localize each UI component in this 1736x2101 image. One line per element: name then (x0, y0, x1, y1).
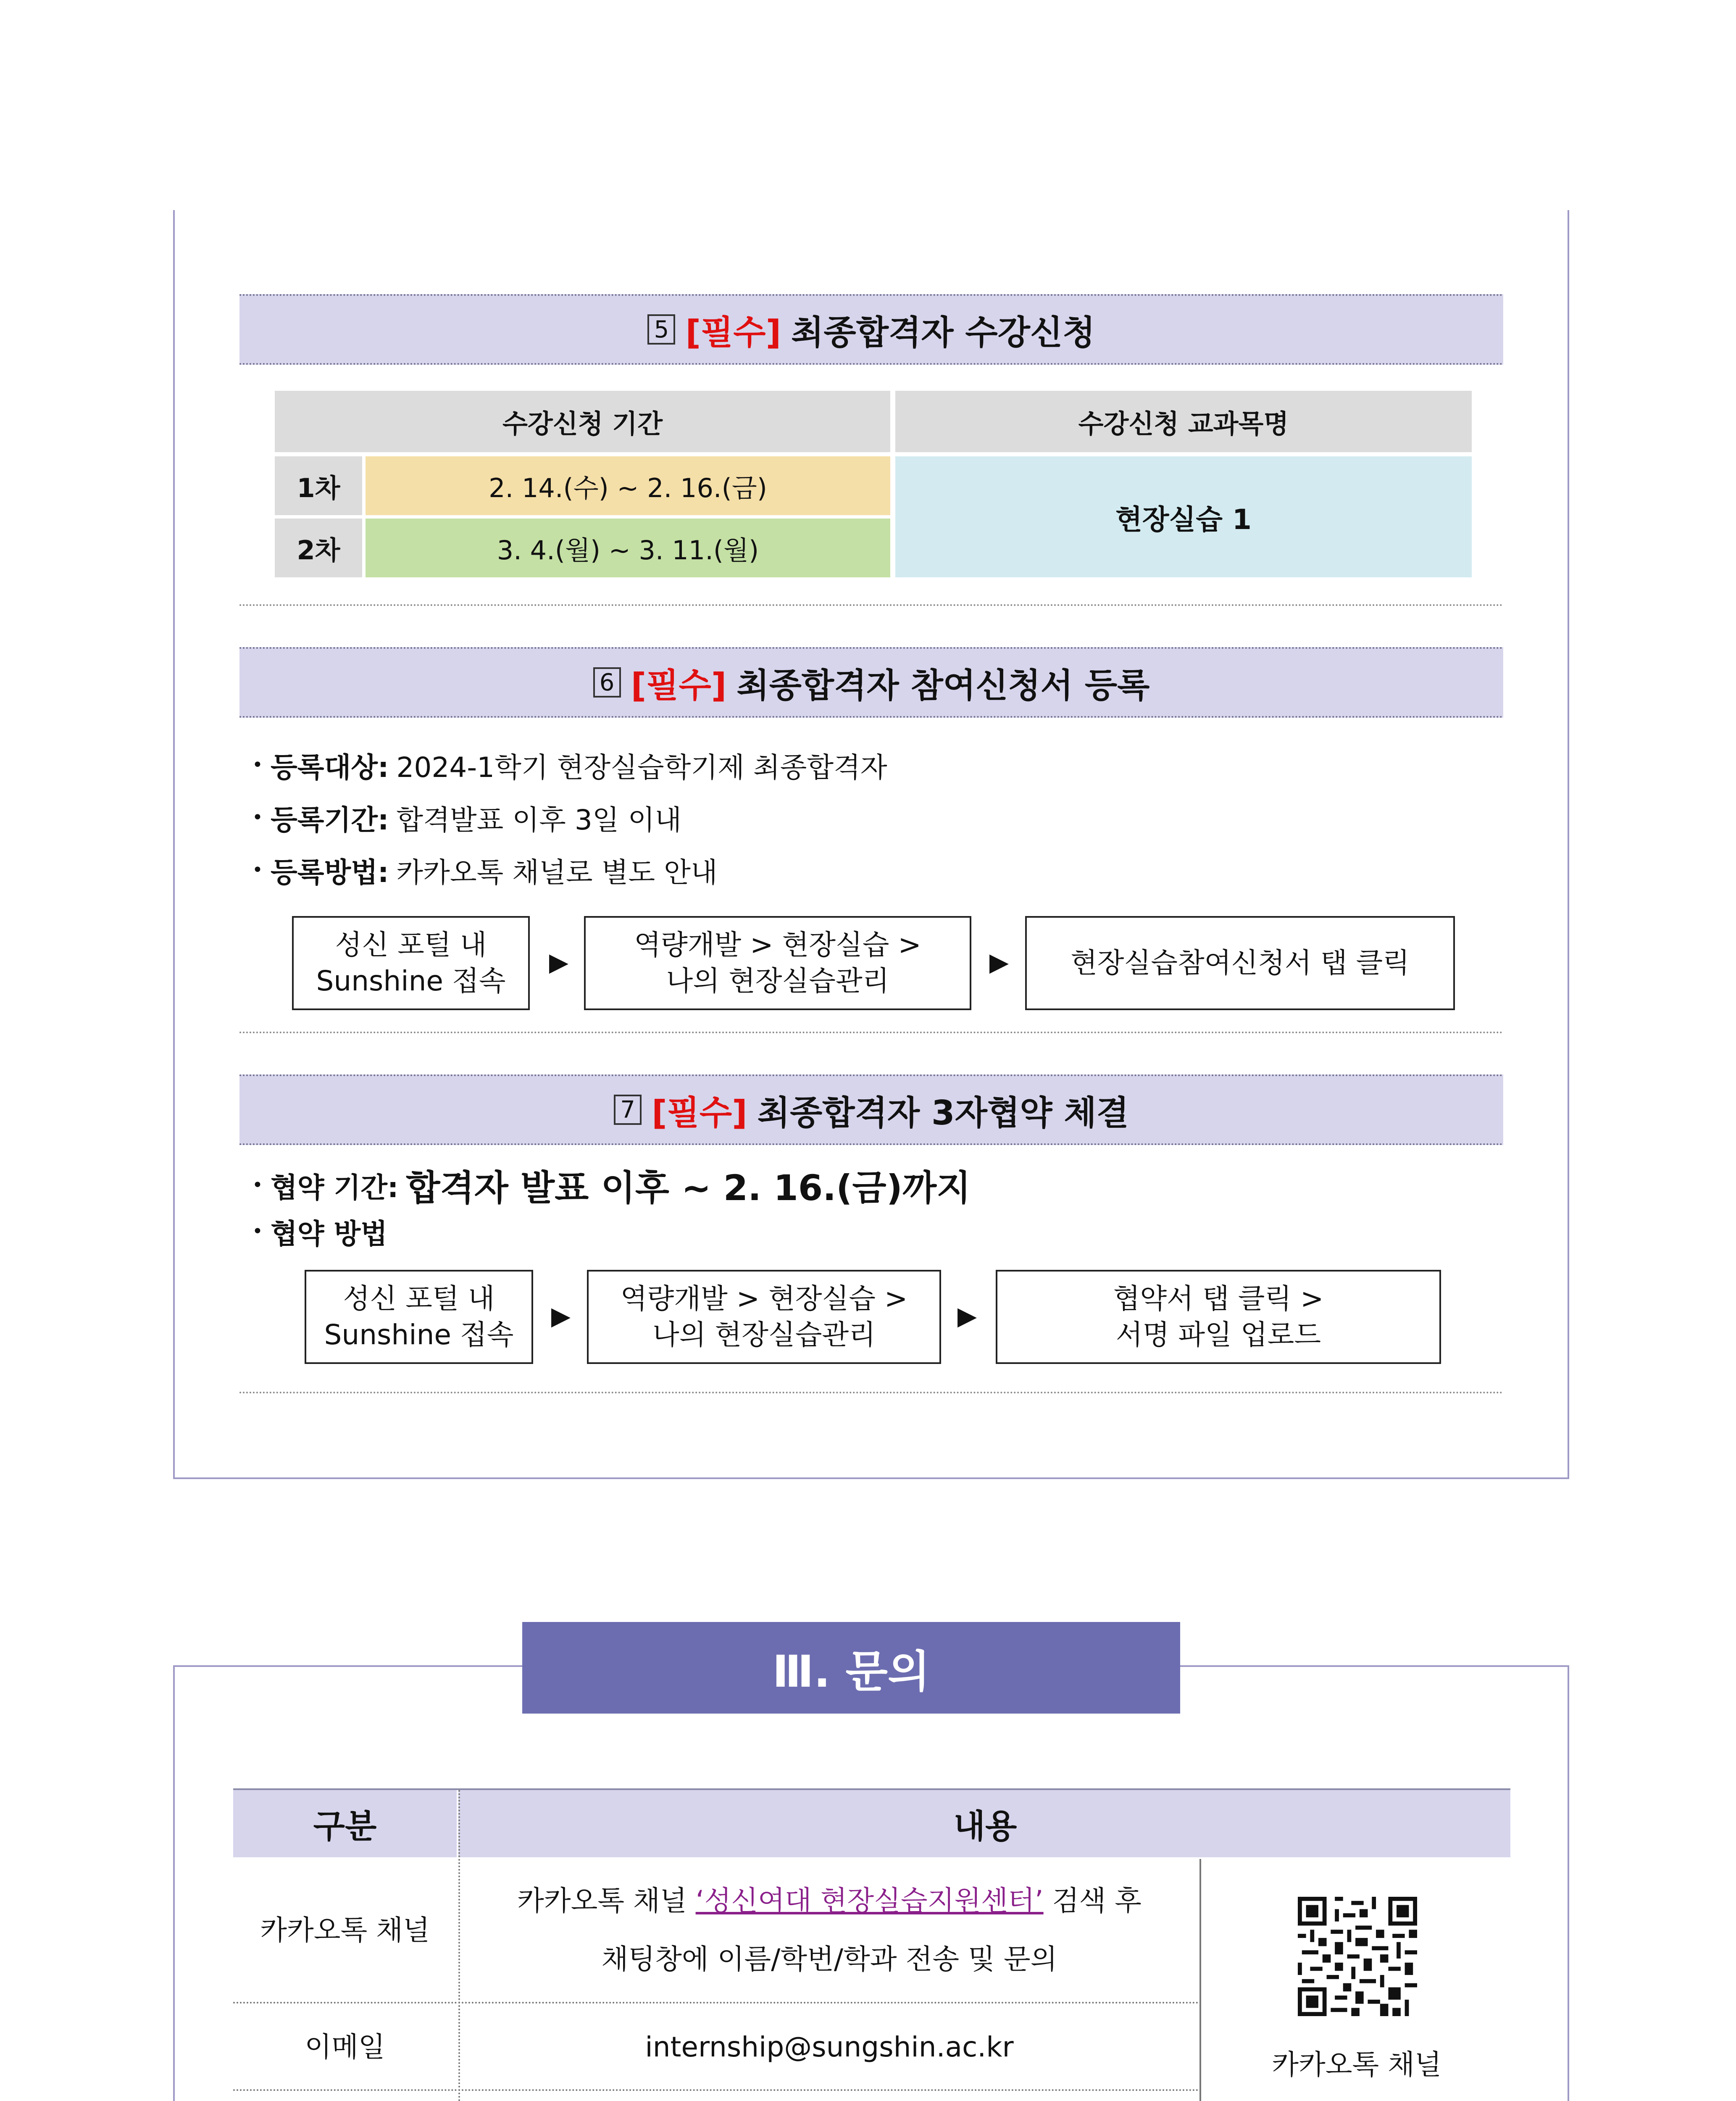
arrow-icon: ▶ (551, 1301, 571, 1331)
bullet-label: 등록방법: (270, 856, 389, 889)
section7-number: 7 (614, 1095, 642, 1125)
bullet-dot: • (252, 1174, 263, 1196)
contact-section-title: Ⅲ. 문의 (522, 1622, 1180, 1714)
bullet-text: 합격발표 이후 3일 이내 (396, 803, 682, 836)
bullet-dot: • (252, 1220, 263, 1242)
flow-step-line: Sunshine 접속 (324, 1319, 514, 1351)
flow-step-line: 협약서 탭 클릭 > (1113, 1282, 1324, 1315)
contact-kakao-content (458, 1859, 1199, 2004)
divider (239, 1032, 1503, 1033)
section6-title-bar (239, 647, 1503, 718)
bullet-item (252, 849, 718, 891)
divider (239, 604, 1503, 606)
flow-step-line: 서명 파일 업로드 (1115, 1319, 1321, 1351)
section5-number: 5 (647, 314, 675, 345)
bullet-dot: • (252, 859, 263, 881)
section6-title: 최종합격자 참여신청서 등록 (736, 666, 1150, 705)
bullet-item (252, 1210, 387, 1252)
bullet-label: 등록대상: (270, 751, 389, 784)
contact-phone-value[interactable] (458, 2093, 1199, 2101)
kakao-channel-link[interactable]: ‘성신여대 현장실습지원센터’ (695, 1885, 1044, 1917)
bullet-dot: • (252, 806, 263, 828)
contact-label-kakao: 카카오톡 채널 (233, 1859, 457, 2004)
table-header-period: 수강신청 기간 (275, 391, 890, 452)
contact-header-content: 내용 (458, 1790, 1510, 1857)
table-header-course: 수강신청 교과목명 (895, 391, 1472, 452)
section6-required-tag: [필수] (631, 666, 727, 705)
flow-step-line: 성신 포털 내 (343, 1282, 495, 1315)
flow-step (292, 916, 530, 1010)
kakao-text-post: 검색 후 (1043, 1885, 1142, 1917)
section7-title: 최종합격자 3자협약 체결 (757, 1093, 1129, 1132)
section6-number: 6 (593, 667, 621, 698)
table-row-label: 2차 (275, 519, 362, 577)
flow-step-line: 역량개발 > 현장실습 > (620, 1282, 908, 1315)
section7-required-tag: [필수] (652, 1093, 747, 1132)
bullet-dot: • (252, 754, 263, 776)
flow-step-line: 나의 현장실습관리 (652, 1319, 876, 1351)
section5-title: 최종합격자 수강신청 (791, 313, 1095, 352)
qr-caption-line2 (1201, 2094, 1512, 2101)
table-row-period: 2. 14.(수) ~ 2. 16.(금) (366, 456, 890, 515)
flow-step (587, 1270, 941, 1364)
table-row-label: 1차 (275, 456, 362, 515)
bullet-label: 등록기간: (270, 803, 389, 836)
agreement-period-text: 합격자 발표 이후 ~ 2. 16.(금)까지 (406, 1167, 971, 1208)
flow-step (996, 1270, 1441, 1364)
bullet-text: 2024-1학기 현장실습학기제 최종합격자 (396, 751, 887, 784)
qr-column (1199, 1859, 1510, 2101)
arrow-icon: ▶ (549, 948, 569, 977)
qr-code-icon[interactable] (1298, 1897, 1417, 2016)
arrow-icon: ▶ (957, 1301, 977, 1331)
table-course-name: 현장실습 1 (895, 456, 1472, 577)
table-row-period: 3. 4.(월) ~ 3. 11.(월) (366, 519, 890, 577)
bullet-item (252, 1162, 971, 1208)
contact-email-value[interactable]: internship@sungshin.ac.kr (458, 2005, 1199, 2091)
bullet-label: 협약 기간: (270, 1171, 399, 1204)
flow-step-line: 현장실습참여신청서 탭 클릭 (1070, 947, 1410, 979)
flow-step-line: 나의 현장실습관리 (666, 965, 889, 997)
divider (239, 1392, 1503, 1393)
bullet-text: 카카오톡 채널로 별도 안내 (396, 856, 718, 889)
contact-label-email: 이메일 (233, 2005, 457, 2091)
section5-title-bar (239, 294, 1503, 365)
kakao-text-line2: 채팅창에 이름/학번/학과 전송 및 문의 (601, 1943, 1057, 1975)
contact-header-category: 구분 (233, 1790, 457, 1857)
section5-required-tag: [필수] (685, 313, 781, 352)
arrow-icon: ▶ (989, 948, 1009, 977)
flow-step (1025, 916, 1455, 1010)
flow-step (584, 916, 971, 1010)
flow-step-line: Sunshine 접속 (316, 965, 506, 997)
bullet-item (252, 744, 887, 786)
contact-label-phone (233, 2093, 457, 2101)
flow-step-line: 역량개발 > 현장실습 > (634, 929, 921, 961)
section7-title-bar (239, 1074, 1503, 1145)
qr-caption-line1: 카카오톡 채널 (1272, 2048, 1441, 2081)
flow-step-line: 성신 포털 내 (335, 929, 487, 961)
flow-step (305, 1270, 533, 1364)
bullet-label: 협약 방법 (270, 1217, 387, 1250)
kakao-text-pre: 카카오톡 채널 (517, 1885, 696, 1917)
bullet-item (252, 796, 681, 838)
